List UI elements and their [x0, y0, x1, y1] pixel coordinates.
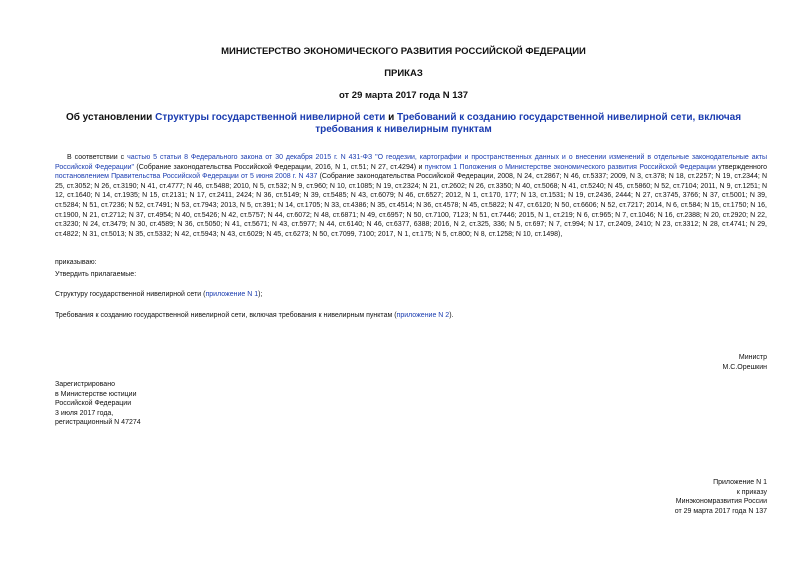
registration-line-4: 3 июля 2017 года,	[55, 409, 114, 417]
link-appendix-1[interactable]: приложение N 1	[205, 291, 259, 298]
approve-line: Утвердить прилагаемые:	[55, 271, 137, 278]
decree-word: приказываю:	[55, 259, 97, 266]
registration-line-3: Российской Федерации	[55, 400, 132, 408]
item1-end: );	[258, 291, 263, 298]
appendix-line-4: от 29 марта 2017 года N 137	[674, 507, 767, 515]
order-date: от 29 марта 2017 года N 137	[338, 90, 469, 101]
preamble-text-2: (Собрание законодательства Российской Федерации, 2016, N 1, ст.51; N 27, ст.4294) и	[134, 163, 425, 171]
appendix-line-3: Минэкономразвития России	[675, 498, 767, 506]
preamble-text-3: утвержденного	[715, 163, 768, 171]
approved-item-1	[55, 290, 262, 300]
title-and: и	[385, 112, 398, 123]
link-government-decree[interactable]: постановлением Правительства Российской Федерации от 5 июня 2008 г. N 437	[55, 173, 318, 181]
item2-text: Требования к созданию государственной нивелирной сети, включая требования к нивелирным пунктам (	[55, 312, 397, 319]
item2-end: ).	[449, 312, 454, 319]
appendix-line-1: Приложение N 1	[713, 479, 767, 486]
preamble-text-4: (Собрание законодательства Российской Федерации, 2008, N 24, ст.2867; N 46, ст.5337; 2009, N 3, ст.378; N 18, ст.2257; N 19, ст.2344; N 25, ст.3052; N 26, ст.3190; N 41, ст.4777; N 46, ст.5488; 2010, N 5, ст.532; N 9, ст.960; N 10, ст.1085; N 19, ст.2324; N 21, ст.2602; N 26, ст.3350; N 40, ст.5068; N 41, ст.5240; N 45, ст.5860; N 52, ст.7104; 2011, N 9, ст.1251; N 12, ст.1640; N 14, ст.1935; N 15, ст.2131; N 17, ст.2411, 2424; N 36, ст.5149; N 39, ст.5485; N 43, ст.6079; N 46, ст.6527; 2012, N 1, ст.170, 177; N 13, ст.1531; N 19, ст.2436, 2444; N 27, ст.3745, 3766; N 37, ст.5001; N 39, ст.5284; N 51, ст.7236; N 52, ст.7491; N 53, ст.7943; 2013, N 5, ст.391; N 14, ст.1705; N 33, ст.4386; N 35, ст.4514; N 36, ст.4578; N 45, ст.5822; N 47, ст.6120; N 50, ст.6606; N 52, ст.7217; 2014, N 6, ст.584; N 15, ст.1750; N 16, ст.1900, N 21, ст.2712; N 37, ст.4954; N 40, ст.5426; N 42, ст.5757; N 44, ст.6072; N 48, ст.6871; N 49, ст.6957; N 50, ст.7100, 7123; N 51, ст.7446; 2015, N 1, ст.219; N 6, ст.965; N 7, ст.1046; N 16, ст.2388; N 20, ст.2920; N 22, ст.3230; N 24, ст.3479; N 30, ст.4589; N 36, ст.5050; N 41, ст.5671; N 43, ст.5977; N 44, ст.6140; N 46, ст.6377, 6388; 2016, N 2, ст.325, 336; N 5, ст.697; N 7, ст.994; N 17, ст.2409, 2410; N 23, ст.3312; N 28, ст.4741; N 29, ст.4822; N 31, ст.5013; N 35, ст.5332; N 42, ст.5943; N 43, ст.6029; N 45, ст.6273; N 50, ст.7099, 7100; 2017, N 1, ст.175; N 5, ст.800; N 8, ст.1258; N 10, ст.1498),	[55, 173, 767, 238]
order-heading: ПРИКАЗ	[384, 68, 423, 79]
preamble-text-1: В соответствии с	[67, 154, 128, 161]
title-prefix: Об установлении	[65, 112, 156, 123]
document-title	[40, 112, 767, 136]
link-federal-law[interactable]: частью 5 статьи 8 Федерального закона от 30 декабря 2015 г. N 431-ФЗ "О геодезии, картографии и пространственных данных и о внесении изменений в отдельные законодательные акты Российской Федерации"	[55, 154, 767, 171]
link-appendix-2[interactable]: приложение N 2	[396, 312, 450, 319]
minister-title: Министр	[738, 354, 767, 361]
registration-line-1: Зарегистрировано	[55, 381, 115, 388]
minister-name: М.С.Орешкин	[722, 363, 767, 371]
approved-item-2	[55, 311, 453, 321]
registration-line-5: регистрационный N 47274	[55, 419, 141, 427]
link-regulation-point[interactable]: пунктом 1 Положения о Министерстве экономического развития Российской Федерации	[424, 163, 716, 171]
item1-text: Структуру государственной нивелирной сети (	[55, 291, 206, 298]
title-link-structure[interactable]: Структуры государственной нивелирной сети	[155, 112, 386, 123]
signature-block	[723, 353, 767, 372]
appendix-line-2: к приказу	[736, 488, 767, 496]
preamble-paragraph	[55, 153, 767, 239]
appendix-header-block	[675, 478, 767, 516]
ministry-heading: МИНИСТЕРСТВО ЭКОНОМИЧЕСКОГО РАЗВИТИЯ РОССИЙСКОЙ ФЕДЕРАЦИИ	[221, 46, 586, 57]
registration-line-2: в Министерстве юстиции	[55, 390, 137, 398]
registration-block	[55, 380, 141, 428]
title-link-requirements[interactable]: Требований к созданию государственной нивелирной сети, включая требования к нивелирным пунктам	[315, 112, 742, 135]
